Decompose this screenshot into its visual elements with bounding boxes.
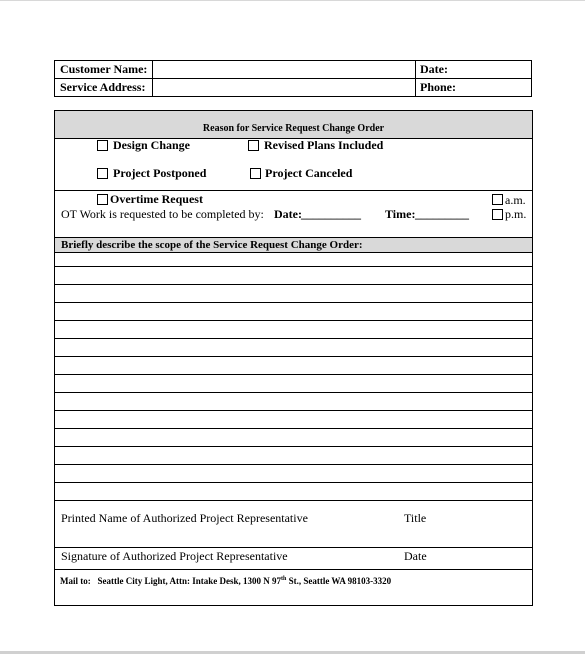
phone-field[interactable] bbox=[465, 79, 531, 96]
writing-line[interactable] bbox=[55, 356, 532, 357]
ot-time-field[interactable]: _________ bbox=[415, 207, 469, 221]
overtime-request-label: Overtime Request bbox=[110, 192, 203, 206]
design-change-checkbox[interactable] bbox=[97, 140, 108, 151]
writing-line[interactable] bbox=[55, 374, 532, 375]
writing-line[interactable] bbox=[55, 302, 532, 303]
am-checkbox[interactable] bbox=[492, 194, 503, 205]
ot-date-field[interactable]: __________ bbox=[301, 207, 361, 221]
printed-name-label: Printed Name of Authorized Project Representative bbox=[61, 511, 308, 525]
scope-label: Briefly describe the scope of the Service Request Change Order: bbox=[61, 239, 363, 251]
mail-address: Seattle City Light, Attn: Intake Desk, 1300 N 97 bbox=[97, 576, 281, 586]
mail-address-end: St., Seattle WA 98103-3320 bbox=[286, 576, 392, 586]
writing-line[interactable] bbox=[55, 500, 532, 501]
pm-label: p.m. bbox=[505, 207, 527, 221]
mail-to-line bbox=[60, 576, 391, 586]
customer-name-label: Customer Name: bbox=[60, 62, 148, 76]
mail-address-sup: th bbox=[281, 576, 287, 582]
overtime-request-checkbox[interactable] bbox=[97, 194, 108, 205]
writing-line[interactable] bbox=[55, 410, 532, 411]
writing-line[interactable] bbox=[55, 338, 532, 339]
project-canceled-label: Project Canceled bbox=[265, 166, 353, 180]
writing-line[interactable] bbox=[55, 284, 532, 285]
ot-time-label: Time: bbox=[385, 207, 416, 221]
service-address-field[interactable] bbox=[153, 79, 415, 96]
section-divider bbox=[55, 190, 532, 191]
writing-line[interactable] bbox=[55, 446, 532, 447]
project-postponed-checkbox[interactable] bbox=[97, 168, 108, 179]
ot-work-text: OT Work is requested to be completed by: bbox=[61, 207, 264, 221]
writing-line[interactable] bbox=[55, 464, 532, 465]
service-address-label: Service Address: bbox=[60, 80, 146, 94]
writing-line[interactable] bbox=[55, 482, 532, 483]
title-label: Title bbox=[404, 511, 427, 525]
writing-line[interactable] bbox=[55, 428, 532, 429]
signoff-divider bbox=[55, 547, 532, 548]
mail-to-prefix: Mail to: bbox=[60, 576, 91, 586]
date-field[interactable] bbox=[455, 61, 531, 78]
ot-date-label: Date: bbox=[274, 207, 302, 221]
writing-line[interactable] bbox=[55, 392, 532, 393]
change-order-form bbox=[54, 110, 533, 606]
customer-name-field[interactable] bbox=[153, 61, 415, 78]
am-label: a.m. bbox=[505, 193, 526, 207]
pm-checkbox[interactable] bbox=[492, 209, 503, 220]
project-postponed-label: Project Postponed bbox=[113, 166, 207, 180]
date-label: Date: bbox=[420, 62, 448, 76]
reason-title: Reason for Service Request Change Order bbox=[202, 123, 385, 134]
project-canceled-checkbox[interactable] bbox=[250, 168, 261, 179]
writing-line[interactable] bbox=[55, 266, 532, 267]
page-top-edge bbox=[0, 0, 585, 1]
signature-label: Signature of Authorized Project Representative bbox=[61, 549, 288, 563]
revised-plans-label: Revised Plans Included bbox=[264, 138, 384, 152]
signoff-date-label: Date bbox=[404, 549, 427, 563]
writing-line[interactable] bbox=[55, 320, 532, 321]
phone-label: Phone: bbox=[420, 80, 456, 94]
revised-plans-checkbox[interactable] bbox=[248, 140, 259, 151]
customer-info-table bbox=[54, 60, 532, 97]
signoff-divider bbox=[55, 569, 532, 570]
design-change-label: Design Change bbox=[113, 138, 191, 152]
